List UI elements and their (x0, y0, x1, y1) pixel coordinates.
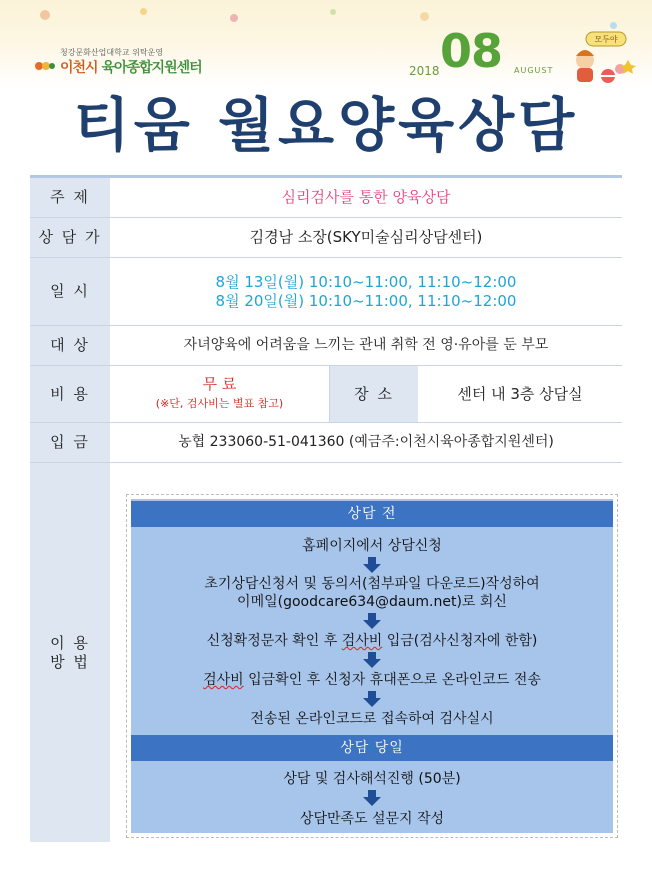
value-subject: 심리검사를 통한 양육상담 (281, 188, 451, 206)
label-method (30, 463, 110, 842)
method-label-line-2: 방 법 (50, 652, 90, 671)
issue-year: 2018 (409, 64, 440, 78)
value-place: 센터 내 3층 상담실 (457, 384, 583, 403)
value-schedule (110, 258, 622, 325)
label-counselor: 상 담 가 (30, 218, 110, 257)
step-test: 전송된 온라인코드로 접속하여 검사실시 (250, 711, 494, 727)
step-apply: 홈페이지에서 상담신청 (302, 538, 442, 554)
value-deposit: 농협 233060-51-041360 (예금주:이천시육아종합지원센터) (178, 434, 554, 450)
logo-name-city: 이천시 (60, 60, 102, 76)
info-table (30, 175, 622, 842)
row-target (30, 326, 622, 366)
page-title: 티움 월요양육상담 (73, 91, 579, 159)
down-arrow-icon (362, 652, 382, 668)
logo-name (60, 57, 202, 77)
label-target: 대 상 (30, 326, 110, 365)
step-online-code (131, 671, 613, 689)
step-form-line-1: 초기상담신청서 및 동의서(첨부파일 다운로드)작성하여 (204, 576, 540, 592)
schedule-line-2: 8월 20일(월) 10:10~11:00, 11:10~12:00 (215, 291, 517, 310)
header-banner (0, 0, 652, 88)
schedule-line-1: 8월 13일(월) 10:10~11:00, 11:10~12:00 (215, 272, 517, 291)
label-subject: 주 제 (30, 178, 110, 217)
cost-note: (※단, 검사비는 별표 참고) (155, 397, 284, 410)
value-target: 자녀양육에 어려움을 느끼는 관내 취학 전 영·유아를 둔 부모 (183, 337, 549, 353)
step-code-text-a: 검사비 (203, 672, 244, 688)
row-cost (30, 366, 622, 423)
step-confirm-text-c: 입금(검사신청자에 한함) (382, 633, 538, 649)
label-place: 장 소 (330, 366, 418, 422)
step-confirm-text-b: 검사비 (341, 633, 383, 649)
value-cost (110, 366, 330, 422)
process-diagram (126, 494, 618, 838)
center-logo-icon (34, 58, 56, 72)
method-label-line-1: 이 용 (50, 633, 90, 652)
step-form-line-2: 이메일(goodcare634@daum.net)로 회신 (237, 594, 507, 610)
down-arrow-icon (362, 691, 382, 707)
row-schedule (30, 258, 622, 326)
mascot-tag: 모두야 (594, 35, 618, 44)
label-cost: 비 용 (30, 366, 110, 422)
step-confirm-payment (131, 632, 613, 650)
row-subject (30, 178, 622, 218)
value-counselor: 김경남 소장(SKY미술심리상담센터) (249, 228, 483, 246)
issue-month-word: AUGUST (514, 66, 554, 75)
row-counselor (30, 218, 622, 258)
step-survey: 상담만족도 설문지 작성 (299, 811, 445, 827)
down-arrow-icon (362, 557, 382, 573)
mascot-illustration-icon (560, 30, 640, 85)
before-counsel-header: 상담 전 (131, 501, 613, 527)
step-confirm-text-a: 신청확정문자 확인 후 (206, 633, 342, 649)
logo-subtitle: 청강문화산업대학교 위탁운영 (60, 48, 164, 57)
counsel-day-header: 상담 당일 (131, 735, 613, 761)
cost-free: 무 료 (202, 375, 237, 393)
row-deposit (30, 423, 622, 463)
process-panel (131, 499, 613, 833)
down-arrow-icon (362, 790, 382, 806)
down-arrow-icon (362, 613, 382, 629)
step-session: 상담 및 검사해석진행 (50분) (283, 771, 461, 787)
label-deposit: 입 금 (30, 423, 110, 462)
label-schedule: 일 시 (30, 258, 110, 325)
issue-month: 08 (440, 24, 503, 78)
step-code-text-b: 입금확인 후 신청자 휴대폰으로 온라인코드 전송 (243, 672, 541, 688)
logo-name-center: 육아종합지원센터 (101, 60, 202, 76)
